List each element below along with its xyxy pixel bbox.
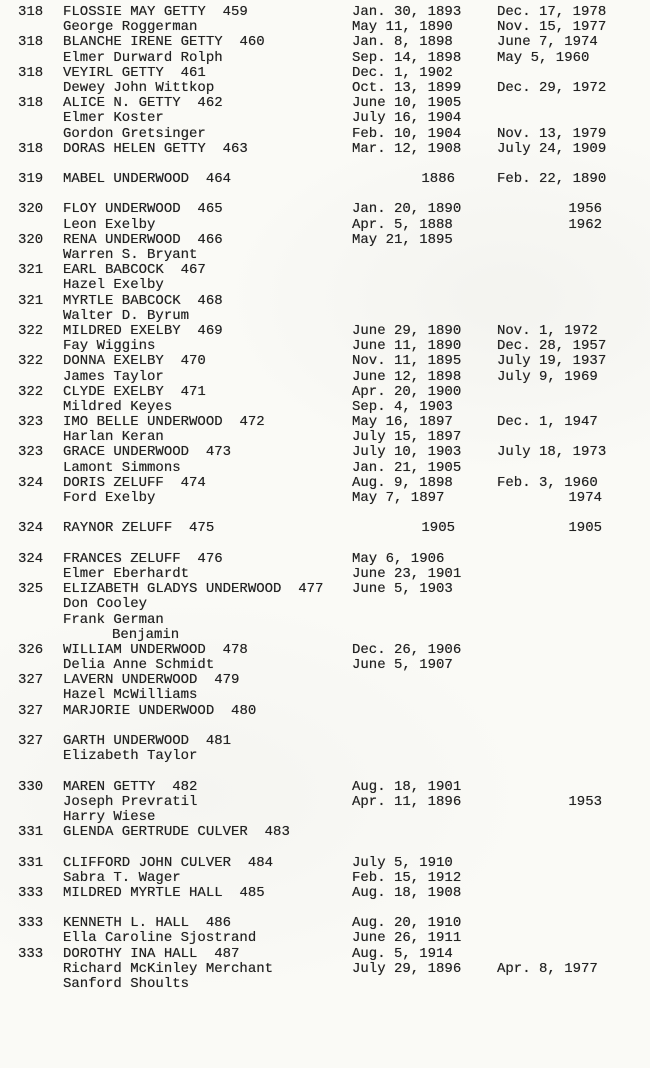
person-id: 470 bbox=[163, 353, 206, 370]
table-row bbox=[0, 81, 650, 96]
table-row bbox=[0, 400, 650, 415]
person-name: Elmer Eberhardt bbox=[63, 565, 190, 582]
table-row bbox=[0, 931, 650, 946]
table-row bbox=[0, 810, 650, 825]
person-id: 468 bbox=[180, 292, 223, 309]
person-name: FRANCES ZELUFF bbox=[63, 550, 181, 567]
table-row bbox=[0, 324, 650, 339]
ref-number: 321 bbox=[18, 292, 44, 309]
person-name: IMO BELLE UNDERWOOD bbox=[63, 414, 223, 431]
ref-number: 322 bbox=[18, 322, 44, 339]
ref-number: 324 bbox=[18, 474, 44, 491]
birth-date: Feb. 15, 1912 bbox=[352, 869, 462, 886]
person-id: 479 bbox=[197, 672, 240, 689]
ref-number: 318 bbox=[18, 64, 44, 81]
death-date: Nov. 1, 1972 bbox=[497, 322, 598, 339]
person-name: Delia Anne Schmidt bbox=[63, 657, 215, 674]
table-row bbox=[0, 886, 650, 901]
person-id: 469 bbox=[180, 322, 223, 339]
table-row bbox=[0, 628, 650, 643]
table-row bbox=[0, 415, 650, 430]
table-row bbox=[0, 294, 650, 309]
ref-number: 333 bbox=[18, 945, 44, 962]
person-id: 474 bbox=[163, 474, 206, 491]
birth-date: Dec. 26, 1906 bbox=[352, 641, 462, 658]
ref-number: 327 bbox=[18, 733, 44, 749]
register-rows bbox=[0, 5, 650, 992]
birth-date: July 16, 1904 bbox=[352, 110, 462, 127]
person-name: ELIZABETH GLADYS UNDERWOOD bbox=[63, 581, 282, 598]
birth-date: Jan. 21, 1905 bbox=[352, 459, 462, 476]
person-name: FLOY UNDERWOOD bbox=[63, 201, 181, 218]
birth-date: Nov. 11, 1895 bbox=[352, 353, 462, 370]
birth-date: May 6, 1906 bbox=[352, 550, 445, 567]
person-name: Hazel Exelby bbox=[63, 277, 164, 294]
person-id: 481 bbox=[189, 733, 232, 749]
table-row bbox=[0, 552, 650, 567]
birth-date: June 23, 1901 bbox=[352, 565, 462, 582]
person-id: 484 bbox=[231, 854, 274, 871]
person-id: 483 bbox=[247, 824, 290, 841]
ref-number: 320 bbox=[18, 231, 44, 248]
person-name: George Roggerman bbox=[63, 19, 198, 36]
birth-date: 1886 bbox=[421, 171, 455, 188]
table-row bbox=[0, 278, 650, 293]
table-row bbox=[0, 947, 650, 962]
birth-date: Jan. 30, 1893 bbox=[352, 4, 462, 20]
person-id: 471 bbox=[163, 383, 206, 400]
ref-number: 330 bbox=[18, 778, 44, 795]
birth-date: Mar. 12, 1908 bbox=[352, 140, 462, 157]
person-name: Joseph Prevratil bbox=[63, 793, 198, 810]
birth-date: Aug. 18, 1908 bbox=[352, 884, 462, 901]
person-id: 462 bbox=[180, 95, 223, 112]
person-name: Fay Wiggins bbox=[63, 338, 156, 355]
death-date: Nov. 15, 1977 bbox=[497, 19, 607, 36]
table-row bbox=[0, 613, 650, 628]
birth-date: Aug. 18, 1901 bbox=[352, 778, 462, 795]
birth-date: Aug. 9, 1898 bbox=[352, 474, 453, 491]
ref-number: 318 bbox=[18, 4, 44, 20]
person-id: 487 bbox=[197, 945, 240, 962]
person-id: 464 bbox=[189, 171, 232, 188]
death-date: June 7, 1974 bbox=[497, 34, 598, 51]
table-row bbox=[0, 795, 650, 810]
birth-date: June 26, 1911 bbox=[352, 930, 462, 947]
blank-row bbox=[0, 719, 650, 734]
person-id: 473 bbox=[189, 444, 232, 461]
death-date: 1956 bbox=[568, 201, 602, 218]
person-name: DORIS ZELUFF bbox=[63, 474, 164, 491]
table-row bbox=[0, 521, 650, 536]
ref-number: 323 bbox=[18, 444, 44, 461]
birth-date: Jan. 20, 1890 bbox=[352, 201, 462, 218]
person-name: Leon Exelby bbox=[63, 216, 156, 233]
person-name: Ford Exelby bbox=[63, 490, 156, 506]
birth-date: June 11, 1890 bbox=[352, 338, 462, 355]
table-row bbox=[0, 688, 650, 703]
birth-date: Aug. 5, 1914 bbox=[352, 945, 453, 962]
table-row bbox=[0, 780, 650, 795]
table-row bbox=[0, 734, 650, 749]
table-row bbox=[0, 476, 650, 491]
person-name: CLIFFORD JOHN CULVER bbox=[63, 854, 232, 871]
ref-number: 327 bbox=[18, 702, 44, 719]
birth-date: July 29, 1896 bbox=[352, 960, 462, 977]
person-name: DOROTHY INA HALL bbox=[63, 945, 198, 962]
ref-number: 324 bbox=[18, 520, 44, 537]
person-id: 467 bbox=[163, 262, 206, 279]
birth-date: Dec. 1, 1902 bbox=[352, 64, 453, 81]
birth-date: Oct. 13, 1899 bbox=[352, 79, 462, 96]
table-row bbox=[0, 445, 650, 460]
person-name: Elizabeth Taylor bbox=[63, 748, 198, 765]
person-name: RENA UNDERWOOD bbox=[63, 231, 181, 248]
person-name: Don Cooley bbox=[63, 596, 148, 613]
blank-row bbox=[0, 901, 650, 916]
person-name: MILDRED MYRTLE HALL bbox=[63, 884, 223, 901]
person-id: 459 bbox=[205, 4, 248, 20]
death-date: 1974 bbox=[568, 490, 602, 506]
person-name: MYRTLE BABCOCK bbox=[63, 292, 181, 309]
birth-date: June 12, 1898 bbox=[352, 368, 462, 385]
table-row bbox=[0, 856, 650, 871]
table-row bbox=[0, 461, 650, 476]
person-name: DONNA EXELBY bbox=[63, 353, 164, 370]
death-date: July 18, 1973 bbox=[497, 444, 607, 461]
ref-number: 333 bbox=[18, 915, 44, 932]
death-date: Nov. 13, 1979 bbox=[497, 125, 607, 142]
person-name: BLANCHE IRENE GETTY bbox=[63, 34, 223, 51]
table-row bbox=[0, 354, 650, 369]
person-name: GARTH UNDERWOOD bbox=[63, 733, 190, 749]
ref-number: 326 bbox=[18, 641, 44, 658]
ref-number: 333 bbox=[18, 884, 44, 901]
table-row bbox=[0, 20, 650, 35]
person-id: 465 bbox=[180, 201, 223, 218]
birth-date: June 10, 1905 bbox=[352, 95, 462, 112]
ref-number: 318 bbox=[18, 34, 44, 51]
ref-number: 320 bbox=[18, 201, 44, 218]
person-name: Lamont Simmons bbox=[63, 459, 181, 476]
person-name: Dewey John Wittkop bbox=[63, 79, 215, 96]
death-date: Feb. 3, 1960 bbox=[497, 474, 598, 491]
ref-number: 322 bbox=[18, 353, 44, 370]
ref-number: 322 bbox=[18, 383, 44, 400]
person-name: EARL BABCOCK bbox=[63, 262, 164, 279]
person-name: DORAS HELEN GETTY bbox=[63, 140, 206, 157]
table-row bbox=[0, 142, 650, 157]
person-name: Hazel McWilliams bbox=[63, 687, 198, 704]
table-row bbox=[0, 871, 650, 886]
person-name: Warren S. Bryant bbox=[63, 247, 198, 263]
table-row bbox=[0, 111, 650, 126]
person-name: Mildred Keyes bbox=[63, 398, 173, 415]
birth-date: Sep. 4, 1903 bbox=[352, 398, 453, 415]
person-id: 482 bbox=[155, 778, 198, 795]
birth-date: Apr. 5, 1888 bbox=[352, 216, 453, 233]
person-id: 472 bbox=[222, 414, 265, 431]
person-id: 461 bbox=[163, 64, 206, 81]
ref-number: 324 bbox=[18, 550, 44, 567]
ref-number: 319 bbox=[18, 171, 44, 188]
person-name: VEYIRL GETTY bbox=[63, 64, 164, 81]
birth-date: 1905 bbox=[421, 520, 455, 537]
table-row bbox=[0, 309, 650, 324]
table-row bbox=[0, 491, 650, 506]
death-date: 1905 bbox=[568, 520, 602, 537]
person-name: Benjamin bbox=[112, 626, 180, 643]
ref-number: 321 bbox=[18, 262, 44, 279]
person-name: Harry Wiese bbox=[63, 808, 156, 825]
table-row bbox=[0, 172, 650, 187]
blank-row bbox=[0, 537, 650, 552]
person-name: CLYDE EXELBY bbox=[63, 383, 164, 400]
ref-number: 331 bbox=[18, 854, 44, 871]
person-name: ALICE N. GETTY bbox=[63, 95, 181, 112]
table-row bbox=[0, 643, 650, 658]
ref-number: 323 bbox=[18, 414, 44, 431]
table-row bbox=[0, 51, 650, 66]
table-row bbox=[0, 202, 650, 217]
birth-date: June 5, 1907 bbox=[352, 657, 453, 674]
person-id: 460 bbox=[222, 34, 265, 51]
birth-date: June 5, 1903 bbox=[352, 581, 453, 598]
death-date: 1953 bbox=[568, 793, 602, 810]
person-id: 485 bbox=[222, 884, 265, 901]
person-name: FLOSSIE MAY GETTY bbox=[63, 4, 206, 20]
person-name: Walter D. Byrum bbox=[63, 307, 190, 324]
death-date: July 9, 1969 bbox=[497, 368, 598, 385]
blank-row bbox=[0, 764, 650, 779]
person-name: Sanford Shoults bbox=[63, 976, 190, 992]
table-row bbox=[0, 35, 650, 50]
ref-number: 318 bbox=[18, 95, 44, 112]
birth-date: Aug. 20, 1910 bbox=[352, 915, 462, 932]
person-name: Richard McKinley Merchant bbox=[63, 960, 274, 977]
person-name: Gordon Gretsinger bbox=[63, 125, 206, 142]
death-date: May 5, 1960 bbox=[497, 49, 590, 66]
person-id: 477 bbox=[281, 581, 324, 598]
table-row bbox=[0, 749, 650, 764]
birth-date: May 16, 1897 bbox=[352, 414, 453, 431]
table-row bbox=[0, 385, 650, 400]
birth-date: Apr. 20, 1900 bbox=[352, 383, 462, 400]
table-row bbox=[0, 567, 650, 582]
table-row bbox=[0, 127, 650, 142]
table-row bbox=[0, 5, 650, 20]
death-date: Apr. 8, 1977 bbox=[497, 960, 598, 977]
blank-row bbox=[0, 840, 650, 855]
table-row bbox=[0, 962, 650, 977]
person-name: MILDRED EXELBY bbox=[63, 322, 181, 339]
birth-date: June 29, 1890 bbox=[352, 322, 462, 339]
birth-date: May 11, 1890 bbox=[352, 19, 453, 36]
table-row bbox=[0, 218, 650, 233]
death-date: Feb. 22, 1890 bbox=[497, 171, 607, 188]
birth-date: Sep. 14, 1898 bbox=[352, 49, 462, 66]
person-name: RAYNOR ZELUFF bbox=[63, 520, 173, 537]
person-name: Ella Caroline Sjostrand bbox=[63, 930, 257, 947]
birth-date: May 7, 1897 bbox=[352, 490, 445, 506]
table-row bbox=[0, 370, 650, 385]
blank-row bbox=[0, 187, 650, 202]
death-date: 1962 bbox=[568, 216, 602, 233]
birth-date: Jan. 8, 1898 bbox=[352, 34, 453, 51]
death-date: Dec. 1, 1947 bbox=[497, 414, 598, 431]
person-id: 463 bbox=[205, 140, 248, 157]
person-name: KENNETH L. HALL bbox=[63, 915, 190, 932]
death-date: July 19, 1937 bbox=[497, 353, 607, 370]
person-name: MAREN GETTY bbox=[63, 778, 156, 795]
birth-date: July 15, 1897 bbox=[352, 429, 462, 446]
ref-number: 327 bbox=[18, 672, 44, 689]
birth-date: Apr. 11, 1896 bbox=[352, 793, 462, 810]
person-id: 478 bbox=[205, 641, 248, 658]
person-name: GLENDA GERTRUDE CULVER bbox=[63, 824, 248, 841]
person-id: 480 bbox=[214, 702, 257, 719]
birth-date: May 21, 1895 bbox=[352, 231, 453, 248]
person-name: James Taylor bbox=[63, 368, 164, 385]
birth-date: July 5, 1910 bbox=[352, 854, 453, 871]
ref-number: 318 bbox=[18, 140, 44, 157]
table-row bbox=[0, 704, 650, 719]
person-name: MABEL UNDERWOOD bbox=[63, 171, 190, 188]
person-name: LAVERN UNDERWOOD bbox=[63, 672, 198, 689]
person-name: WILLIAM UNDERWOOD bbox=[63, 641, 206, 658]
table-row bbox=[0, 597, 650, 612]
birth-date: Feb. 10, 1904 bbox=[352, 125, 462, 142]
person-id: 475 bbox=[172, 520, 215, 537]
person-id: 486 bbox=[189, 915, 232, 932]
table-row bbox=[0, 66, 650, 81]
person-name: Elmer Koster bbox=[63, 110, 164, 127]
table-row bbox=[0, 248, 650, 263]
person-name: Harlan Keran bbox=[63, 429, 164, 446]
ref-number: 331 bbox=[18, 824, 44, 841]
person-name: Sabra T. Wager bbox=[63, 869, 181, 886]
person-id: 476 bbox=[180, 550, 223, 567]
table-row bbox=[0, 977, 650, 992]
person-id: 466 bbox=[180, 231, 223, 248]
birth-date: July 10, 1903 bbox=[352, 444, 462, 461]
table-row bbox=[0, 825, 650, 840]
death-date: Dec. 28, 1957 bbox=[497, 338, 607, 355]
ref-number: 325 bbox=[18, 581, 44, 598]
person-name: Frank German bbox=[63, 611, 164, 628]
death-date: Dec. 17, 1978 bbox=[497, 4, 607, 20]
blank-row bbox=[0, 506, 650, 521]
person-name: GRACE UNDERWOOD bbox=[63, 444, 190, 461]
person-name: Elmer Durward Rolph bbox=[63, 49, 223, 66]
death-date: July 24, 1909 bbox=[497, 140, 607, 157]
table-row bbox=[0, 658, 650, 673]
table-row bbox=[0, 233, 650, 248]
blank-row bbox=[0, 157, 650, 172]
death-date: Dec. 29, 1972 bbox=[497, 79, 607, 96]
person-name: MARJORIE UNDERWOOD bbox=[63, 702, 215, 719]
